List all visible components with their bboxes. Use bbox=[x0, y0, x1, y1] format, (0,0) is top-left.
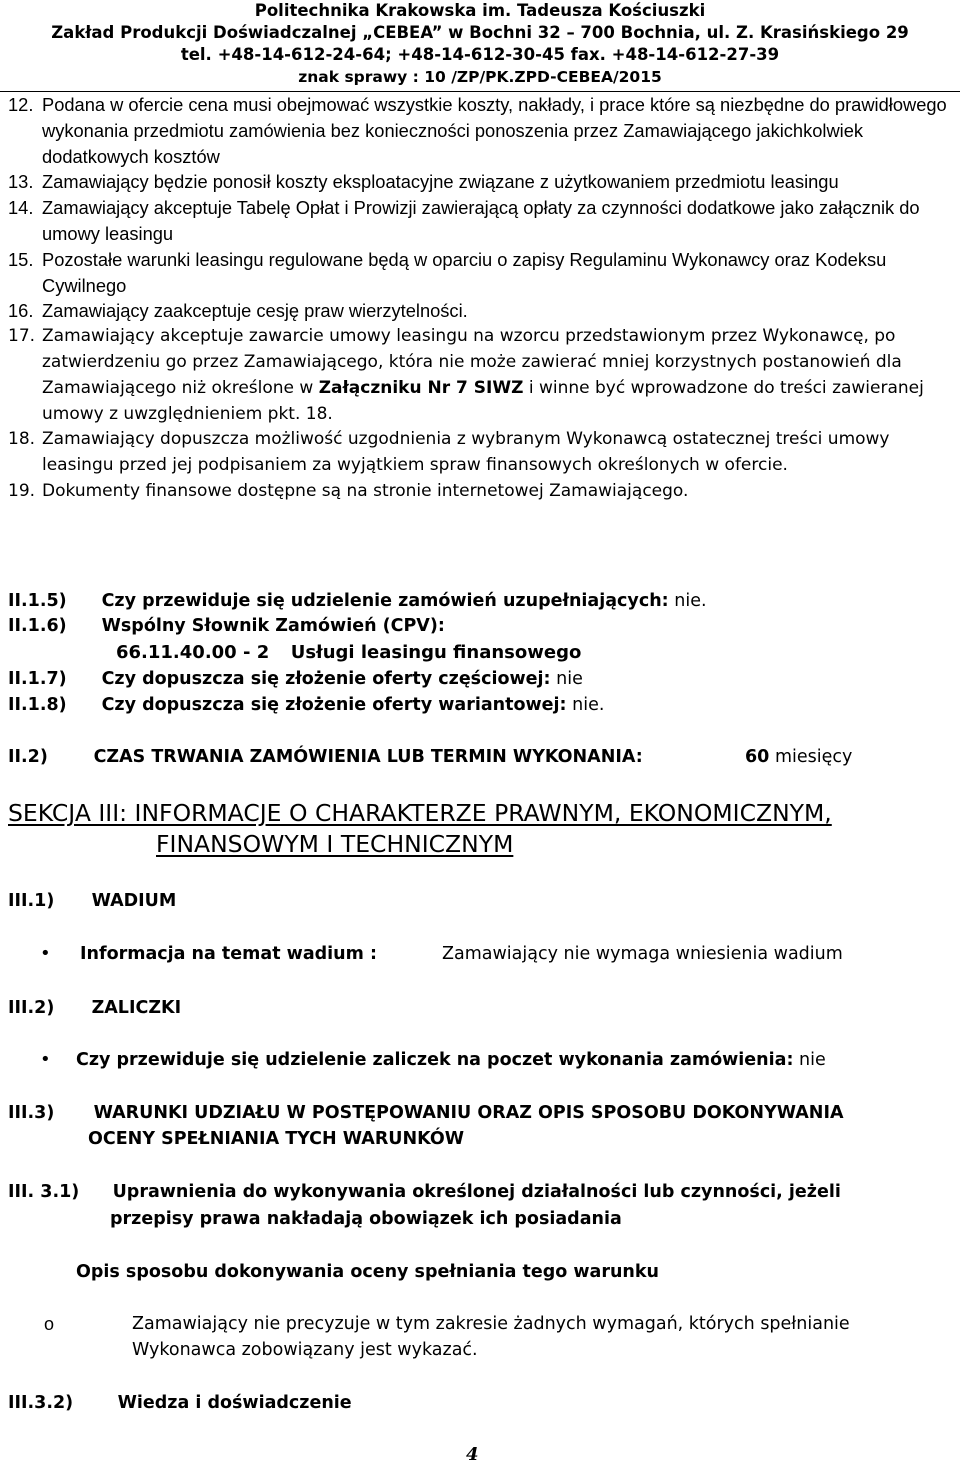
section-II-1-5: II.1.5) Czy przewiduje się udzielenie zamówień uzupełniających: nie. bbox=[8, 591, 707, 611]
section-III-1: III.1) WADIUM bbox=[8, 891, 177, 911]
deposit-info: Informacja na temat wadium : bbox=[80, 944, 377, 964]
section-III-3-2: III.3.2) Wiedza i doświadczenie bbox=[8, 1393, 352, 1413]
section-II-1-8: II.1.8) Czy dopuszcza się złożenie oferty wariantowej: nie. bbox=[8, 695, 605, 715]
section-III-2: III.2) ZALICZKI bbox=[8, 998, 182, 1018]
page-number: 4 bbox=[466, 1444, 479, 1465]
list-item: 14. Zamawiający akceptuje Tabelę Opłat i Prowizji zawierającą opłaty za czynności dodatkowe jako załącznik do umowy leasingu bbox=[8, 197, 920, 244]
bullet-dot-icon: • bbox=[40, 1049, 51, 1070]
assessment-heading: Opis sposobu dokonywania oceny spełniania tego warunku bbox=[76, 1262, 659, 1282]
cpv-description: Usługi leasingu finansowego bbox=[290, 642, 582, 663]
document-header bbox=[0, 0, 960, 86]
list-item: 16. Zamawiający zaakceptuje cesję praw wierzytelności. bbox=[8, 300, 468, 322]
section-II-1-7: II.1.7) Czy dopuszcza się złożenie oferty częściowej: nie bbox=[8, 669, 583, 689]
section-III-heading-cont: FINANSOWYM I TECHNICZNYM bbox=[156, 830, 514, 858]
section-II-1-6: II.1.6) Wspólny Słownik Zamówień (CPV): bbox=[8, 616, 445, 636]
list-item: 19. Dokumenty finansowe dostępne są na stronie internetowej Zamawiającego. bbox=[8, 480, 689, 501]
cpv-code-line bbox=[116, 642, 581, 663]
list-item: 17. Zamawiający akceptuje zawarcie umowy leasingu na wzorcu przedstawionym przez Wykonawcę, po zatwierdzeniu go przez Zamawiającego, która nie może zawierać mniej korzystnych postanowień dla Zamawiającego niż określone w Załączniku Nr 7 SIWZ i winne być wprowadzone do treści zawieranej umowy z uwzględnieniem pkt. 18. bbox=[8, 326, 924, 424]
list-item: 15. Pozostałe warunki leasingu regulowane będą w oparciu o zapisy Regulaminu Wykonawcy oraz Kodeksu Cywilnego bbox=[8, 248, 887, 296]
section-II-2: II.2) CZAS TRWANIA ZAMÓWIENIA LUB TERMIN WYKONANIA: bbox=[8, 747, 643, 767]
header-phone: tel. +48-14-612-24-64; +48-14-612-30-45 fax. +48-14-612-27-39 bbox=[180, 45, 780, 64]
section-III-heading: SEKCJA III: INFORMACJE O CHARAKTERZE PRAWNYM, EKONOMICZNYM, bbox=[8, 799, 832, 827]
header-address: Zakład Produkcji Doświadczalnej „CEBEA” w Bochni 32 – 700 Bochnia, ul. Z. Krasińskiego 29 bbox=[51, 23, 909, 42]
assessment-text-cont: Wykonawca zobowiązany jest wykazać. bbox=[132, 1340, 478, 1360]
section-III-3-1-cont: przepisy prawa nakładają obowiązek ich posiadania bbox=[110, 1209, 622, 1229]
bullet-dot-icon: • bbox=[40, 943, 51, 964]
list-item: 13. Zamawiający będzie ponosił koszty eksploatacyjne związane z użytkowaniem przedmiotu leasingu bbox=[8, 171, 839, 193]
assessment-text: Zamawiający nie precyzuje w tym zakresie żadnych wymagań, których spełnianie bbox=[132, 1314, 850, 1334]
cpv-code: 66.11.40.00 - 2 bbox=[116, 642, 270, 663]
section-III-3: III.3) WARUNKI UDZIAŁU W POSTĘPOWANIU ORAZ OPIS SPOSOBU DOKONYWANIA bbox=[8, 1103, 844, 1123]
duration-value: 60 miesięcy bbox=[745, 747, 853, 767]
section-III-3-cont: OCENY SPEŁNIANIA TYCH WARUNKÓW bbox=[88, 1129, 465, 1149]
annex-reference: Załączniku Nr 7 SIWZ bbox=[318, 377, 524, 398]
conditions-list bbox=[8, 92, 948, 505]
section-III-3-1: III. 3.1) Uprawnienia do wykonywania określonej działalności lub czynności, jeżeli bbox=[8, 1182, 841, 1202]
header-institution: Politechnika Krakowska im. Tadeusza Kościuszki bbox=[254, 1, 706, 20]
list-item: 18. Zamawiający dopuszcza możliwość uzgodnienia z wybranym Wykonawcą ostatecznej treści umowy leasingu przed jej podpisaniem za wyjątkiem spraw finansowych określonych w ofercie. bbox=[8, 429, 890, 476]
hollow-bullet-icon: o bbox=[44, 1314, 55, 1334]
advance-info: Czy przewiduje się udzielenie zaliczek na poczet wykonania zamówienia: nie bbox=[76, 1050, 826, 1070]
deposit-value: Zamawiający nie wymaga wniesienia wadium bbox=[442, 944, 843, 964]
header-case-number: znak sprawy : 10 /ZP/PK.ZPD-CEBEA/2015 bbox=[298, 68, 662, 86]
list-item: 12. Podana w ofercie cena musi obejmować wszystkie koszty, nakłady, i prace które są niezbędne do prawidłowego wykonania przedmiotu zamówienia bez konieczności ponoszenia przez Zamawiającego jakichkolwiek dodatkowych kosztów bbox=[8, 94, 947, 167]
